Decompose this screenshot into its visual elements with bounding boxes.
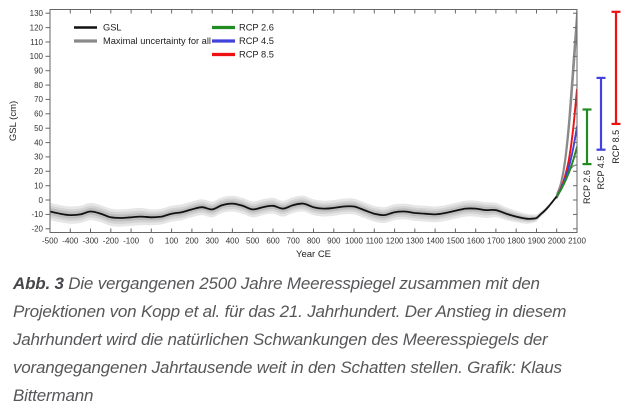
x-tick-label: 1900 bbox=[527, 236, 546, 246]
y-tick-label: -10 bbox=[31, 210, 43, 220]
x-tick-label: 0 bbox=[149, 236, 154, 246]
x-tick-label: 1700 bbox=[487, 236, 505, 246]
legend-label: RCP 4.5 bbox=[239, 36, 274, 47]
x-tick-label: 300 bbox=[205, 236, 219, 246]
legend bbox=[74, 23, 274, 60]
x-tick-label: 1500 bbox=[446, 236, 465, 246]
x-tick-label: 1200 bbox=[385, 236, 404, 246]
y-tick-label: 10 bbox=[34, 181, 43, 191]
figure-caption bbox=[13, 270, 593, 410]
y-tick-label: 50 bbox=[34, 124, 43, 133]
x-tick-label: 1600 bbox=[466, 236, 485, 246]
caption-text: Die vergangenen 2500 Jahre Meeresspiegel zusammen mit den Projektionen von Kopp et al. für das 21. Jahrhundert. Der Anstieg in diesem Jahrhundert wird die natürlichen Schwankungen des Meeresspiegels der vorangegangenen Jahrtausende weit in den Schatten stellen. Grafik: Klaus Bittermann bbox=[13, 274, 567, 405]
x-tick-label: -100 bbox=[123, 236, 140, 246]
range-bar-rcp85 bbox=[611, 12, 621, 164]
x-tick-label: -500 bbox=[41, 236, 59, 246]
y-tick-label: 100 bbox=[29, 52, 43, 62]
x-tick-label: 400 bbox=[225, 236, 240, 246]
y-tick-label: 70 bbox=[34, 95, 43, 105]
range-bar-rcp26 bbox=[582, 110, 592, 204]
x-tick-label: 1300 bbox=[405, 236, 424, 246]
y-tick-label: 80 bbox=[34, 80, 43, 90]
x-tick-label: -400 bbox=[62, 236, 79, 246]
x-tick-label: 2000 bbox=[547, 236, 566, 246]
y-tick-label: 120 bbox=[29, 23, 43, 33]
y-tick-label: 90 bbox=[34, 66, 43, 76]
x-tick-label: -300 bbox=[82, 236, 99, 246]
legend-label: Maximal uncertainty for all bbox=[103, 36, 211, 47]
x-tick-label: 900 bbox=[327, 236, 341, 246]
x-tick-label: 1100 bbox=[365, 236, 383, 246]
x-tick-label: 1400 bbox=[426, 236, 444, 246]
y-tick-label: 30 bbox=[34, 152, 43, 162]
x-tick-label: 500 bbox=[246, 236, 260, 246]
range-bar-rcp45 bbox=[596, 78, 606, 190]
caption-label: Abb. 3 bbox=[13, 274, 64, 293]
y-axis-label: GSL (cm) bbox=[8, 100, 19, 142]
x-tick-label: 700 bbox=[286, 236, 300, 246]
x-tick-label: 2100 bbox=[568, 236, 586, 246]
rcp-range-bars bbox=[582, 12, 621, 204]
range-bar-label: RCP 4.5 bbox=[596, 155, 607, 190]
x-tick-label: 800 bbox=[306, 236, 321, 246]
y-tick-label: 60 bbox=[34, 109, 43, 119]
x-tick-label: 100 bbox=[164, 236, 179, 246]
y-tick-label: 20 bbox=[34, 167, 43, 177]
legend-label: RCP 8.5 bbox=[239, 49, 274, 60]
x-tick-label: 600 bbox=[266, 236, 280, 246]
y-tick-label: 110 bbox=[30, 37, 43, 47]
y-tick-label: 0 bbox=[38, 195, 43, 205]
y-tick-label: -20 bbox=[31, 224, 43, 234]
x-axis-label: Year CE bbox=[295, 249, 332, 260]
y-tick-label: 40 bbox=[34, 138, 43, 148]
y-tick-label: 130 bbox=[29, 9, 43, 18]
legend-label: GSL bbox=[103, 22, 122, 33]
range-bar-label: RCP 8.5 bbox=[611, 129, 622, 164]
legend-label: RCP 2.6 bbox=[239, 22, 274, 33]
x-tick-label: 200 bbox=[185, 236, 199, 246]
x-tick-label: 1000 bbox=[345, 236, 363, 246]
uncertainty-band-group bbox=[50, 195, 557, 227]
x-tick-label: 1800 bbox=[507, 236, 526, 246]
x-tick-label: -200 bbox=[102, 236, 119, 246]
range-bar-label: RCP 2.6 bbox=[582, 170, 593, 204]
